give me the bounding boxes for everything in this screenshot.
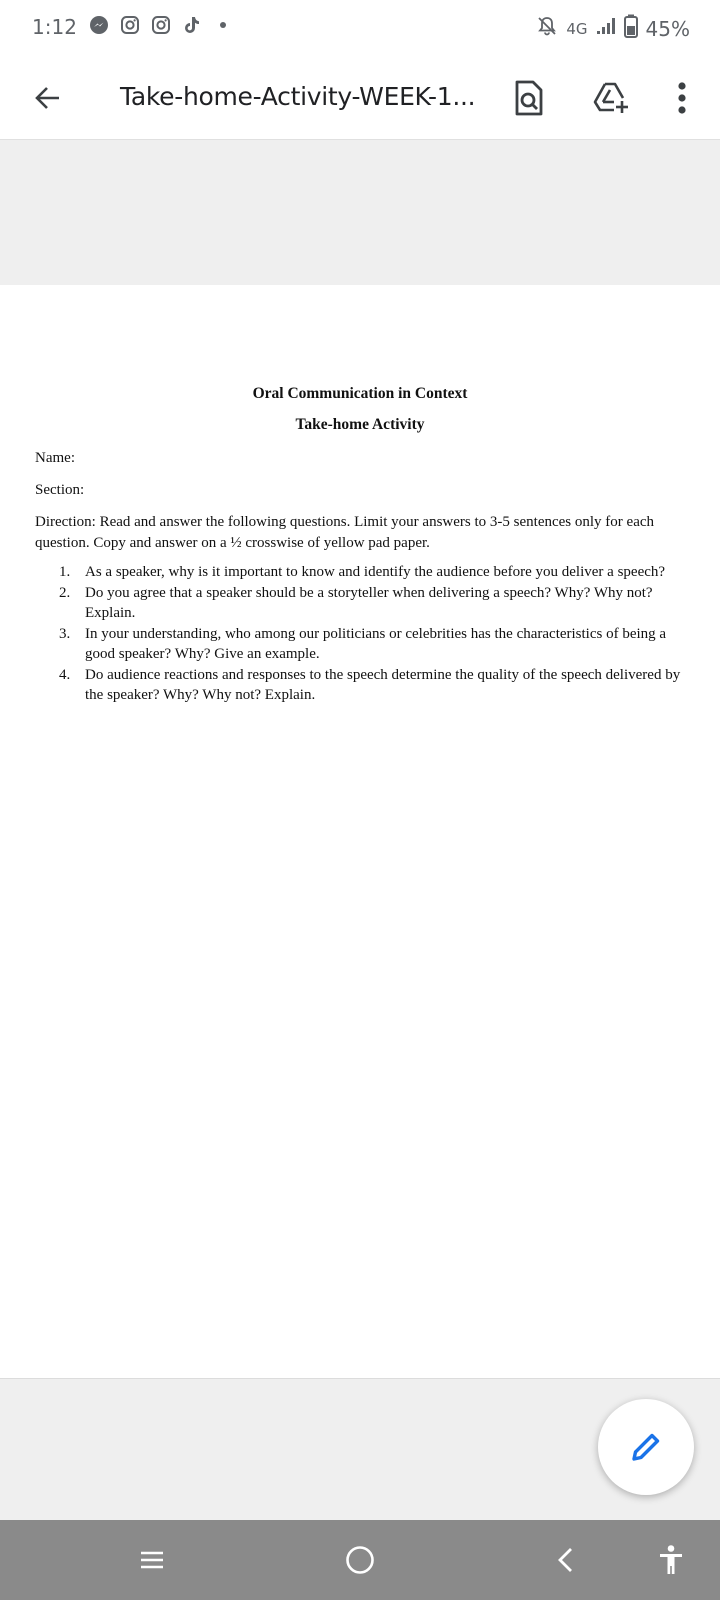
document-subheading: Take-home Activity — [295, 416, 425, 433]
list-item — [35, 624, 685, 665]
question-text: In your understanding, who among our politicians or celebrities has the characteristics of being a good speaker? Why? Give an example. — [85, 625, 667, 662]
more-options-button[interactable] — [658, 74, 706, 122]
battery-icon — [624, 14, 638, 43]
list-item — [35, 583, 685, 624]
instagram-icon — [119, 14, 141, 36]
battery-percent: 45% — [645, 16, 690, 41]
question-text: Do audience reactions and responses to the speech determine the quality of the speech delivered by the speaker? Why? Why not? Explain. — [85, 666, 681, 703]
back-icon — [554, 1545, 578, 1575]
document-page — [0, 285, 720, 1379]
accessibility-button[interactable] — [647, 1536, 695, 1584]
back-nav-button[interactable] — [542, 1536, 590, 1584]
accessibility-icon — [657, 1544, 685, 1576]
status-bar — [0, 0, 720, 56]
mute-icon — [536, 15, 558, 42]
find-in-document-button[interactable] — [505, 74, 553, 122]
messenger-icon — [88, 14, 110, 36]
instagram-icon — [150, 14, 172, 36]
direction-text: Direction: Read and answer the following questions. Limit your answers to 3-5 sentences only for each question. Copy and answer on a ½ crosswise of yellow pad paper. — [35, 514, 655, 551]
question-number: 1. — [59, 564, 71, 580]
question-number: 4. — [59, 666, 71, 683]
document-title: Take-home-Activity-WEEK-1... — [120, 82, 476, 111]
list-item — [35, 665, 685, 706]
system-navigation-bar — [0, 1520, 720, 1600]
name-label: Name: — [35, 450, 75, 466]
dot-icon — [212, 14, 234, 36]
network-type: 4G — [566, 19, 588, 38]
back-arrow-icon — [33, 83, 63, 113]
document-heading: Oral Communication in Context — [252, 385, 468, 402]
back-button[interactable] — [24, 74, 72, 122]
home-button[interactable] — [336, 1536, 384, 1584]
recent-apps-icon — [138, 1546, 166, 1574]
add-to-drive-icon — [592, 81, 632, 115]
add-to-drive-button[interactable] — [588, 74, 636, 122]
status-time: 1:12 — [32, 15, 77, 39]
pencil-edit-icon — [628, 1429, 664, 1465]
section-label: Section: — [35, 482, 85, 498]
recent-apps-button[interactable] — [128, 1536, 176, 1584]
edit-fab-button[interactable] — [598, 1399, 694, 1495]
viewer-background — [0, 141, 720, 285]
question-text: As a speaker, why is it important to know and identify the audience before you deliver a speech? — [85, 564, 666, 580]
question-number: 2. — [59, 584, 71, 601]
signal-icon — [596, 17, 616, 40]
question-list — [35, 562, 685, 706]
app-toolbar — [0, 56, 720, 140]
system-status-icons — [536, 14, 690, 43]
question-number: 3. — [59, 625, 71, 642]
more-options-icon — [676, 81, 688, 115]
notification-icons — [88, 14, 234, 36]
find-in-document-icon — [512, 80, 546, 116]
tiktok-icon — [181, 14, 203, 36]
home-icon — [344, 1544, 376, 1576]
question-text: Do you agree that a speaker should be a storyteller when delivering a speech? Why? Why not? Explain. — [85, 584, 653, 621]
list-item — [35, 562, 685, 583]
